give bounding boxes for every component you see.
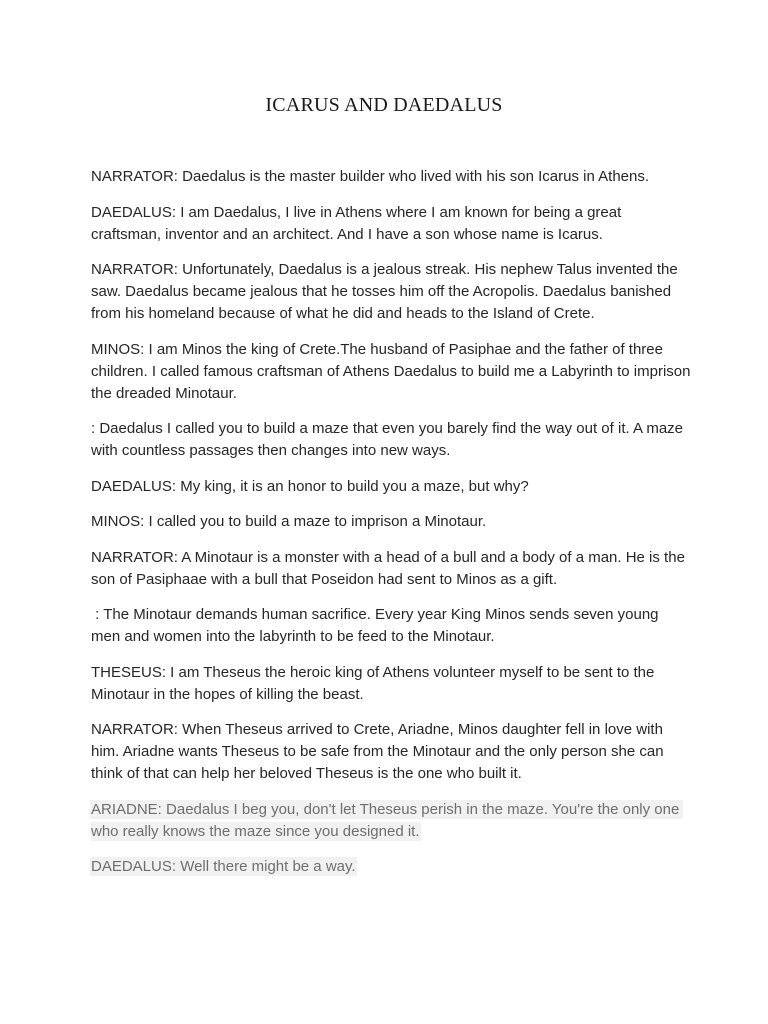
paragraph-theseus-1: THESEUS: I am Theseus the heroic king of Athens volunteer myself to be sent to the Minotaur in the hopes of killing the beast. bbox=[91, 663, 659, 703]
paragraph-daedalus-3 bbox=[91, 856, 691, 878]
paragraph-daedalus-1: DAEDALUS: I am Daedalus, I live in Athens where I am known for being a great craftsman, inventor and an architect. And I have a son whose name is Icarus. bbox=[91, 203, 626, 243]
highlighted-text: ARIADNE: Daedalus I beg you, don't let Theseus perish in the maze. You're the only one who really knows the maze since you designed it. bbox=[91, 800, 684, 840]
paragraph-minos-1: MINOS: I am Minos the king of Crete.The husband of Pasiphae and the father of three children. I called famous craftsman of Athens Daedalus to build me a Labyrinth to imprison the dreaded Minotaur. bbox=[91, 340, 695, 402]
paragraph-minos-2: MINOS: I called you to build a maze to imprison a Minotaur. bbox=[91, 513, 487, 530]
highlighted-text: DAEDALUS: Well there might be a way. bbox=[91, 858, 356, 875]
script-body bbox=[91, 166, 695, 892]
document-title: ICARUS AND DAEDALUS bbox=[265, 94, 503, 116]
paragraph-daedalus-2: DAEDALUS: My king, it is an honor to build you a maze, but why? bbox=[91, 477, 529, 495]
paragraph-narrator-3: NARRATOR: A Minotaur is a monster with a head of a bull and a body of a man. He is the son of Pasiphaae with a bull that Poseidon had sent to Minos as a gift. bbox=[91, 548, 690, 588]
paragraph-ariadne-1 bbox=[91, 799, 691, 843]
paragraph-unattributed-1: : Daedalus I called you to build a maze that even you barely find the way out of it. A maze with countless passages then changes into new ways. bbox=[91, 420, 688, 459]
paragraph-narrator-4: NARRATOR: When Theseus arrived to Crete, Ariadne, Minos daughter fell in love with him. Ariadne wants Theseus to be safe from the Minotaur and the only person she can think of that can help her beloved Theseus is the one who built it. bbox=[91, 721, 668, 782]
paragraph-unattributed-2: : The Minotaur demands human sacrifice. Every year King Minos sends seven young men and women into the labyrinth to be feed to the Minotaur. bbox=[91, 606, 663, 645]
paragraph-narrator-1: NARRATOR: Daedalus is the master builder who lived with his son Icarus in Athens. bbox=[91, 168, 650, 185]
paragraph-narrator-2: NARRATOR: Unfortunately, Daedalus is a jealous streak. His nephew Talus invented the saw. Daedalus became jealous that he tosses him off the Acropolis. Daedalus banished from his homeland because of what he did and heads to the Island of Crete. bbox=[91, 261, 682, 322]
